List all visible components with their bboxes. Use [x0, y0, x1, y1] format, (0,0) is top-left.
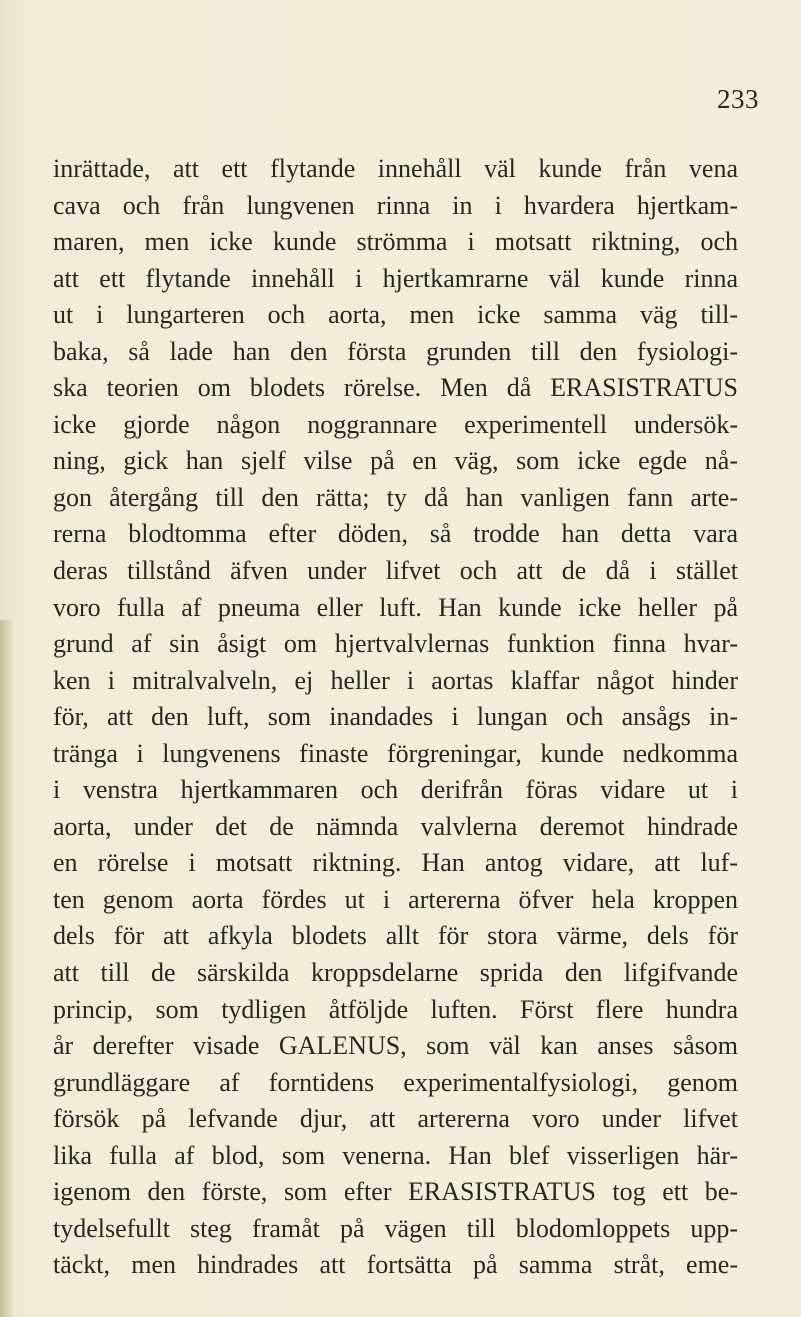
text-line: tränga i lungvenens finaste förgreningar, kunde nedkomma — [53, 738, 738, 768]
text-line: täckt, men hindrades att fortsätta på samma stråt, eme- — [53, 1250, 738, 1280]
text-line: att ett flytande innehåll i hjertkamrarne väl kunde rinna — [53, 263, 738, 293]
text-line: ut i lungarteren och aorta, men icke samma väg till- — [53, 300, 738, 330]
text-line: icke gjorde någon noggrannare experimentell undersök- — [53, 409, 738, 439]
text-line: inrättade, att ett flytande innehåll väl kunde från vena — [53, 154, 738, 183]
text-line: en rörelse i motsatt riktning. Han antog vidare, att luf- — [53, 848, 738, 878]
text-line: ska teorien om blodets rörelse. Men då ERASISTRATUS — [53, 373, 738, 403]
text-line: aorta, under det de nämnda valvlerna deremot hindrade — [53, 811, 738, 841]
text-line: baka, så lade han den första grunden till den fysiologi- — [53, 336, 738, 366]
text-line: ken i mitralvalveln, ej heller i aortas klaffar något hinder — [53, 665, 738, 695]
page-number: 233 — [717, 84, 759, 114]
text-line: voro fulla af pneuma eller luft. Han kunde icke heller på — [53, 592, 738, 622]
text-line: grund af sin åsigt om hjertvalvlernas funktion finna hvar- — [53, 629, 738, 659]
text-line: rerna blodtomma efter döden, så trodde han detta vara — [53, 519, 738, 549]
text-line: maren, men icke kunde strömma i motsatt riktning, och — [53, 227, 738, 257]
text-line: ning, gick han sjelf vilse på en väg, som icke egde nå- — [53, 446, 738, 476]
text-line: i venstra hjertkammaren och derifrån föras vidare ut i — [53, 775, 738, 805]
text-line: grundläggare af forntidens experimentalfysiologi, genom — [53, 1067, 738, 1097]
text-line: år derefter visade GALENUS, som väl kan anses såsom — [53, 1031, 738, 1061]
text-line: att till de särskilda kroppsdelarne sprida den lifgifvande — [53, 958, 738, 988]
text-line: cava och från lungvenen rinna in i hvardera hjertkam- — [53, 190, 738, 220]
text-line: gon återgång till den rätta; ty då han vanligen fann arte- — [53, 482, 738, 512]
text-line: dels för att afkyla blodets allt för stora värme, dels för — [53, 921, 738, 951]
text-line: för, att den luft, som inandades i lungan och ansågs in- — [53, 702, 738, 732]
page-edge-shadow — [0, 620, 14, 1317]
body-text — [53, 151, 738, 1284]
text-line: försök på lefvande djur, att artererna voro under lifvet — [53, 1104, 738, 1134]
text-line: princip, som tydligen åtföljde luften. Först flere hundra — [53, 994, 738, 1024]
text-line: ten genom aorta fördes ut i artererna öfver hela kroppen — [53, 884, 738, 914]
text-line: deras tillstånd äfven under lifvet och att de då i stället — [53, 556, 738, 586]
text-line: tydelsefullt steg framåt på vägen till blodomloppets upp- — [53, 1213, 738, 1243]
text-line: igenom den förste, som efter ERASISTRATUS tog ett be- — [53, 1177, 738, 1207]
text-line: lika fulla af blod, som venerna. Han blef visserligen här- — [53, 1140, 738, 1170]
